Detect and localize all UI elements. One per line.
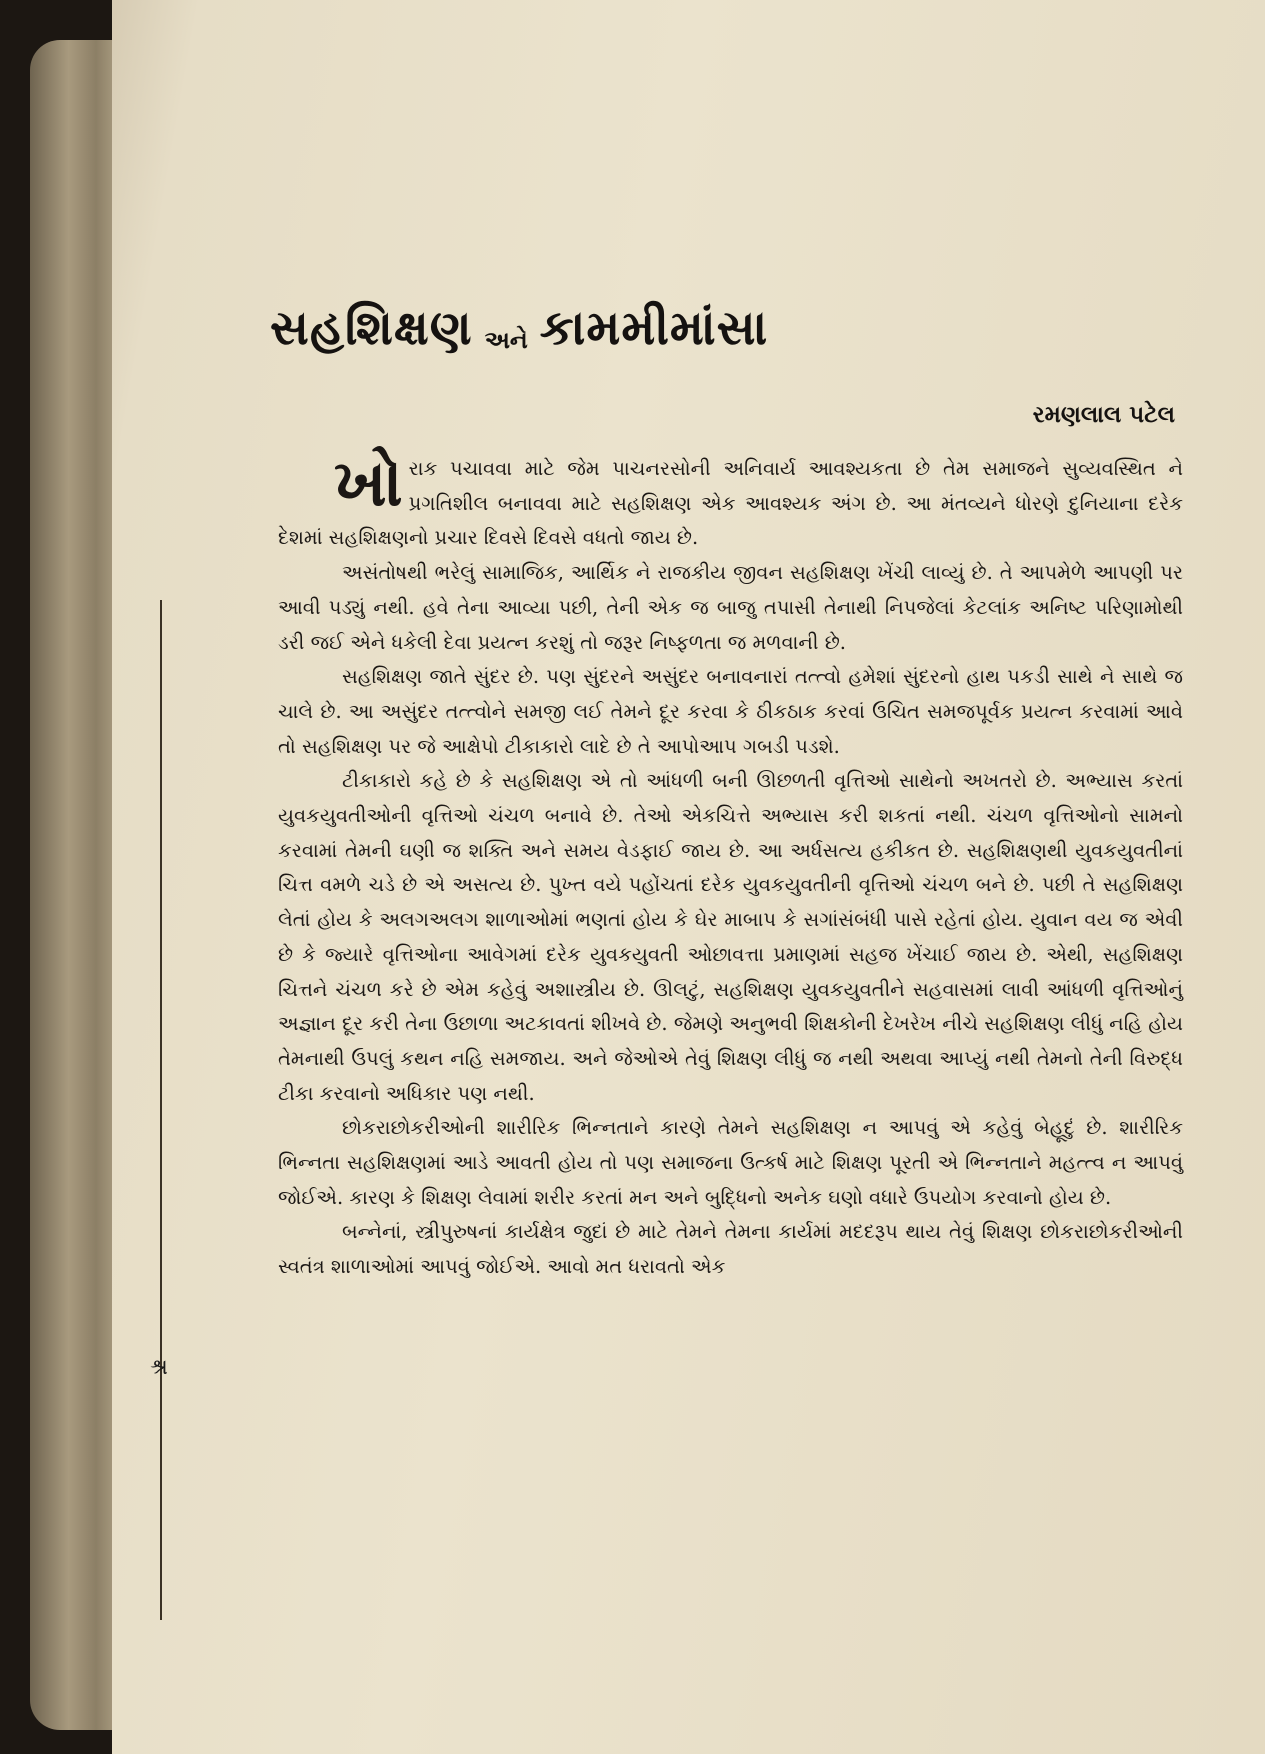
paragraph-6: બન્નેનાં, સ્ત્રીપુરુષનાં કાર્યક્ષેત્ર જુદાં છે માટે તેમને તેમના કાર્યમાં મદદરૂપ થાય તેવું શિક્ષણ છોકરાછોકરીઓની સ્વતંત્ર શાળાઓમાં આપવું જોઈએ. આવો મત ધરાવતો એક bbox=[278, 1220, 1183, 1279]
author-name: રમણલાલ પટેલ bbox=[1032, 402, 1175, 428]
paragraph-5: છોકરાછોકરીઓની શારીરિક ભિન્નતાને કારણે તેમને સહશિક્ષણ ન આપવું એ કહેવું બેહૂદું છે. શારીરિક ભિન્નતા સહશિક્ષણમાં આડે આવતી હોય તો પણ સમાજના ઉત્કર્ષ માટે શિક્ષણ પૂરતી એ ભિન્નતાને મહત્ત્વ ન આપવું જોઈએ. કારણ કે શિક્ષણ લેવામાં શરીર કરતાં મન અને બુદ્ધિનો અનેક ઘણો વધારે ઉપયોગ કરવાનો હોય છે. bbox=[278, 1116, 1183, 1209]
drop-cap: ખો bbox=[334, 447, 403, 521]
margin-rule bbox=[160, 600, 162, 1620]
title-part1: સહશિક્ષણ bbox=[270, 300, 473, 356]
article-title bbox=[270, 300, 1030, 370]
article-body bbox=[278, 447, 1183, 1742]
title-part2: કામમીમાંસા bbox=[539, 300, 769, 356]
paragraph-2: અસંતોષથી ભરેલું સામાજિક, આર્થિક ને રાજકીય જીવન સહશિક્ષણ ખેંચી લાવ્યું છે. તે આપમેળે આપણી પર આવી પડ્યું નથી. હવે તેના આવ્યા પછી, તેની એક જ બાજુ તપાસી તેનાથી નિપજેલાં કેટલાંક અનિષ્ટ પરિણામોથી ડરી જઈ એને ધકેલી દેવા પ્રયત્ન કરશું તો જરૂર નિષ્ફળતા જ મળવાની છે. bbox=[278, 561, 1183, 654]
paragraph-3: સહશિક્ષણ જાતે સુંદર છે. પણ સુંદરને અસુંદર બનાવનારાં તત્ત્વો હમેશાં સુંદરનો હાથ પકડી સાથે ને સાથે જ ચાલે છે. આ અસુંદર તત્ત્વોને સમજી લઈ તેમને દૂર કરવા કે ઠીકઠાક કરવાં ઉચિત સમજપૂર્વક પ્રયત્ન કરવામાં આવે તો સહશિક્ષણ પર જે આક્ષેપો ટીકાકારો લાદે છે તે આપોઆપ ગબડી પડશે. bbox=[278, 665, 1183, 758]
paragraph-1 bbox=[278, 447, 1183, 556]
title-conjunction: અને bbox=[484, 325, 528, 354]
paragraph-1-text: રાક પચાવવા માટે જેમ પાચનરસોની અનિવાર્ય આવશ્યકતા છે તેમ સમાજને સુવ્યવસ્થિત ને પ્રગતિશીલ બનાવવા માટે સહશિક્ષણ એક આવશ્યક અંગ છે. આ મંતવ્યને ધોરણે દુનિયાના દરેક દેશમાં સહશિક્ષણનો પ્રચાર દિવસે દિવસે વધતો જાય છે. bbox=[278, 457, 1183, 550]
paragraph-4: ટીકાકારો કહે છે કે સહશિક્ષણ એ તો આંધળી બની ઊછળતી વૃત્તિઓ સાથેનો અખતરો છે. અભ્યાસ કરતાં યુવકયુવતીઓની વૃત્તિઓ ચંચળ બનાવે છે. તેઓ એકચિત્તે અભ્યાસ કરી શકતાં નથી. ચંચળ વૃત્તિઓનો સામનો કરવામાં તેમની ઘણી જ શક્તિ અને સમય વેડફાઈ જાય છે. આ અર્ધસત્ય હકીકત છે. સહશિક્ષણથી યુવકયુવતીનાં ચિત્ત વમળે ચડે છે એ અસત્ય છે. પુખ્ત વયે પહોંચતાં દરેક યુવકયુવતીની વૃત્તિઓ ચંચળ બને છે. પછી તે સહશિક્ષણ લેતાં હોય કે અલગઅલગ શાળાઓમાં ભણતાં હોય કે ઘેર માબાપ કે સગાંસંબંધી પાસે રહેતાં હોય. યુવાન વય જ એવી છે કે જ્યારે વૃત્તિઓના આવેગમાં દરેક યુવકયુવતી ઓછાવત્તા પ્રમાણમાં સહજ ખેંચાઈ જાય છે. એથી, સહશિક્ષણ ચિત્તને ચંચળ કરે છે એમ કહેવું અશાસ્ત્રીય છે. ઊલટું, સહશિક્ષણ યુવકયુવતીને સહવાસમાં લાવી આંધળી વૃત્તિઓનું અજ્ઞાન દૂર કરી તેના ઉછાળા અટકાવતાં શીખવે છે. જેમણે અનુભવી શિક્ષકોની દેખરેખ નીચે સહશિક્ષણ લીધું નહિ હોય તેમનાથી ઉપલું કથન નહિ સમજાય. અને જેઓએ તેવું શિક્ષણ લીધું જ નથી અથવા આપ્યું નથી તેમનો તેની વિરુદ્ધ ટીકા કરવાનો અધિકાર પણ નથી. bbox=[278, 769, 1183, 1105]
margin-mark: શ્ર bbox=[150, 1355, 168, 1380]
